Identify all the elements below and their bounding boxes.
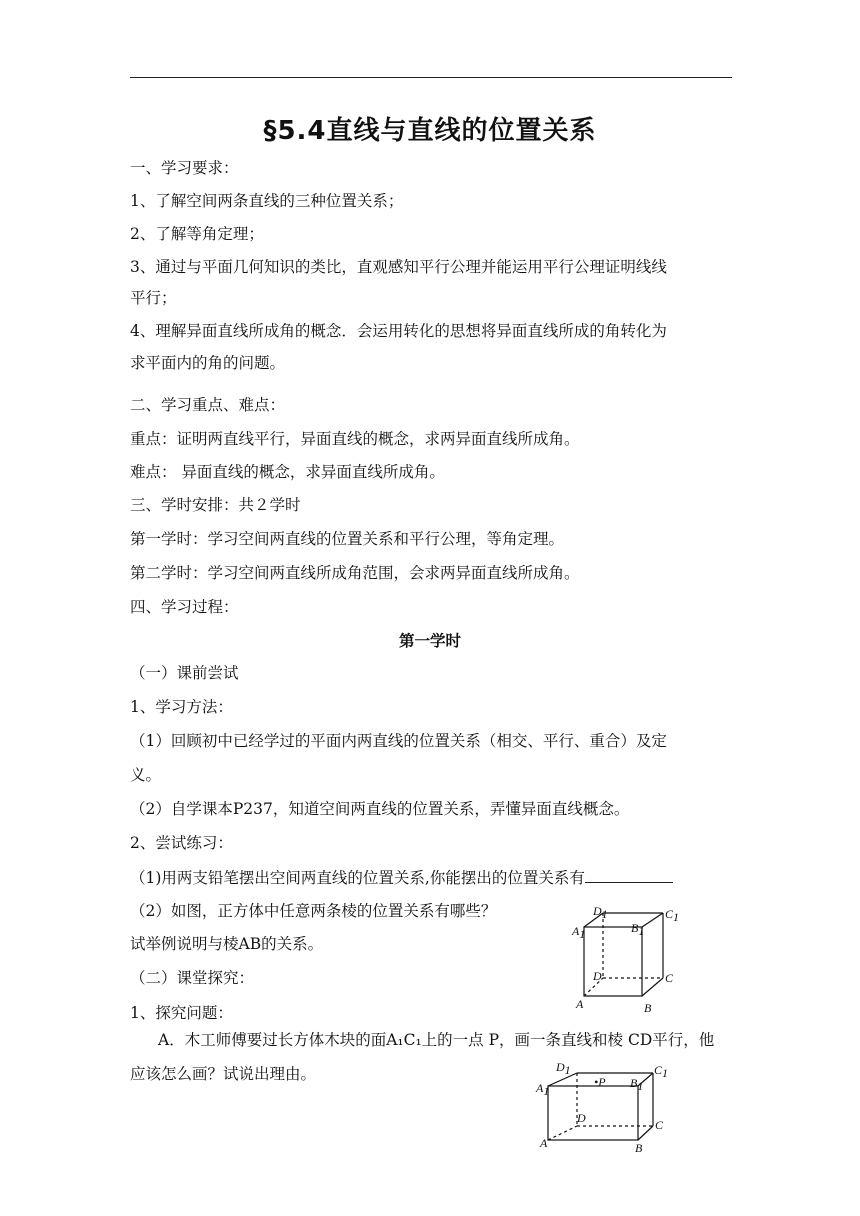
vertex-label-b: B xyxy=(644,1001,652,1015)
section-heading: 一、学习要求： xyxy=(130,159,239,177)
vertex-label-a1: A1 xyxy=(572,924,586,941)
paragraph-line: 1、了解空间两条直线的三种位置关系； xyxy=(130,192,404,210)
section-heading: 四、学习过程： xyxy=(130,598,239,616)
paragraph-line: （一）课前尝试 xyxy=(130,664,239,682)
cuboid-figure xyxy=(530,1058,680,1158)
cuboid-edge xyxy=(548,1073,577,1086)
paragraph-line: 第一学时：学习空间两直线的位置关系和平行公理，等角定理。 xyxy=(130,530,565,548)
paragraph-line: 求平面内的角的问题。 xyxy=(130,354,286,372)
point-label-p: •P xyxy=(594,1075,606,1089)
vertex-label-d1: D1 xyxy=(556,1060,571,1077)
page-title: §5.4直线与直线的位置关系 xyxy=(263,116,597,146)
vertex-label-b: B xyxy=(635,1141,643,1155)
subsection-title: 第一学时 xyxy=(398,632,461,650)
paragraph-line: 难点： 异面直线的概念，求异面直线所成角。 xyxy=(130,463,445,481)
cube-edge xyxy=(642,978,663,996)
vertex-label-d: D xyxy=(577,1111,586,1125)
cube-edge xyxy=(642,913,663,927)
paragraph-line: 重点：证明两直线平行，异面直线的概念，求两异面直线所成角。 xyxy=(130,430,580,448)
paragraph-line: 平行； xyxy=(130,289,177,307)
cuboid-front-face xyxy=(548,1086,638,1140)
paragraph-line: （二）课堂探究： xyxy=(130,969,255,987)
paragraph-line: （1）回顾初中已经学过的平面内两直线的位置关系（相交、平行、重合）及定 xyxy=(130,732,667,750)
paragraph-line xyxy=(130,866,673,889)
paragraph-line: A．木工师傅要过长方体木块的面A₁C₁上的一点 P，画一条直线和棱 CD平行，他 xyxy=(158,1031,715,1049)
paragraph-line: 4、理解异面直线所成角的概念．会运用转化的思想将异面直线所成的角转化为 xyxy=(130,322,667,340)
paragraph-line: 2、了解等角定理； xyxy=(130,225,264,243)
vertex-label-a: A xyxy=(576,997,584,1011)
answer-blank xyxy=(585,866,673,883)
paragraph-line: 第二学时：学习空间两直线所成角范围，会求两异面直线所成角。 xyxy=(130,564,580,582)
vertex-label-b1: B1 xyxy=(631,921,645,938)
vertex-label-a: A xyxy=(540,1136,548,1150)
vertex-label-c1: C1 xyxy=(654,1063,669,1080)
cube-figure xyxy=(560,898,690,1016)
cube-front-face xyxy=(584,927,642,996)
section-heading: 二、学习重点、难点： xyxy=(130,396,286,414)
paragraph-line: 义。 xyxy=(130,766,162,784)
vertex-label-d: D xyxy=(593,969,602,983)
paragraph-line: 1、学习方法： xyxy=(130,698,233,716)
vertex-label-c: C xyxy=(665,971,674,985)
paragraph-line: 1、探究问题： xyxy=(130,1004,233,1022)
paragraph-line: 应该怎么画？试说出理由。 xyxy=(130,1065,317,1083)
section-heading: 三、学时安排：共２学时 xyxy=(130,496,301,514)
vertex-label-a1: A1 xyxy=(536,1081,550,1098)
vertex-label-d1: D1 xyxy=(593,904,608,921)
vertex-label-c: C xyxy=(655,1118,664,1132)
vertex-label-b1: B1 xyxy=(630,1076,644,1093)
paragraph-line: （2）如图，正方体中任意两条棱的位置关系有哪些？ xyxy=(130,902,497,920)
header-rule xyxy=(130,77,732,78)
cuboid-hidden-edge xyxy=(548,1126,577,1140)
paragraph-line: （2）自学课本P237，知道空间两直线的位置关系，弄懂异面直线概念。 xyxy=(130,800,630,818)
paragraph-line: 试举例说明与棱AB的关系。 xyxy=(130,935,324,953)
paragraph-line: 3、通过与平面几何知识的类比，直观感知平行公理并能运用平行公理证明线线 xyxy=(130,258,667,276)
paragraph-line: 2、尝试练习： xyxy=(130,834,233,852)
question-text: （1)用两支铅笔摆出空间两直线的位置关系,你能摆出的位置关系有 xyxy=(130,869,585,887)
vertex-label-c1: C1 xyxy=(665,907,680,924)
cuboid-edge xyxy=(638,1126,653,1140)
